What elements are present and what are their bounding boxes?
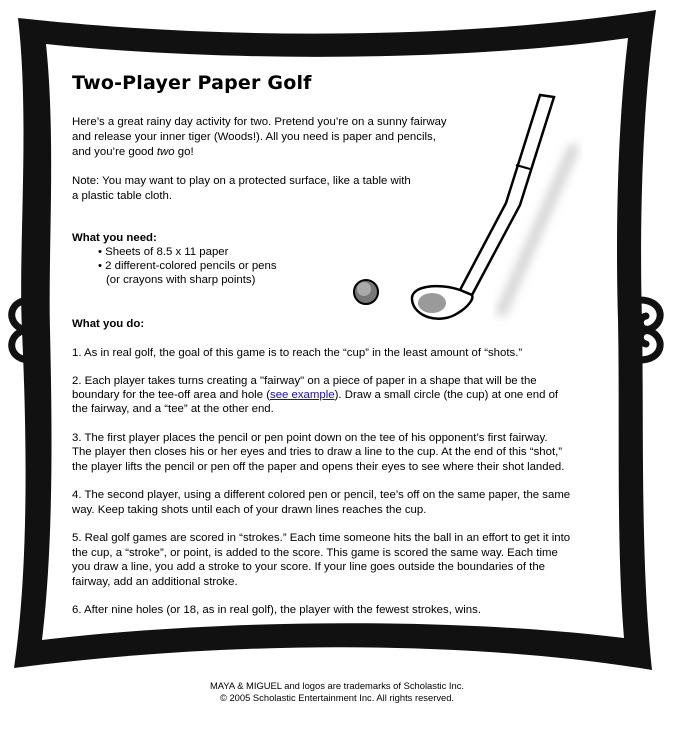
need-item-2b: (or crayons with sharp points) [106, 274, 256, 286]
intro-line-3-pre: and you’re good [72, 146, 157, 158]
need-item-1: • Sheets of 8.5 x 11 paper [98, 246, 229, 258]
need-item-2: • 2 different-colored pencils or pens [98, 260, 277, 272]
step-2-line-3: the fairway, and a “tee” at the other end. [72, 403, 274, 415]
see-example-link[interactable]: see example [270, 389, 335, 401]
step-2-line-2-pre: boundary for the tee-off area and hole ( [72, 389, 270, 401]
footer-copyright: © 2005 Scholastic Entertainment Inc. All rights reserved. [219, 692, 455, 703]
step-5-line-3: you draw a line, you add a stroke to your score. If your line goes outside the boundaries of the [72, 561, 545, 573]
step-3-line-1: 3. The first player places the pencil or pen point down on the tee of his opponent’s first fairway. [72, 432, 548, 444]
golf-ball-highlight [357, 282, 371, 296]
note-line-2: a plastic table cloth. [72, 190, 173, 202]
step-5-line-4: fairway, add an additional stroke. [72, 576, 238, 588]
intro-line-2: and release your inner tiger (Woods!). All you need is paper and pencils, [72, 131, 436, 143]
intro-line-3 [72, 145, 194, 160]
step-2-line-1: 2. Each player takes turns creating a "fairway" on a piece of paper in a shape that will be the [72, 375, 537, 387]
intro-line-3-em: two [156, 146, 175, 158]
page-title: Two-Player Paper Golf [72, 72, 312, 94]
step-3-line-2: The player then closes his or her eyes and tries to draw a line to the cup. At the end of this “shot,” [72, 446, 563, 458]
step-4-line-2: way. Keep taking shots until each of your drawn lines reaches the cup. [72, 504, 427, 516]
note-line-1: Note: You may want to play on a protected surface, like a table with [72, 175, 411, 187]
club-shadow [500, 145, 575, 315]
club-shaft [460, 95, 554, 295]
step-3-line-3: the player lifts the pencil or pen off the paper and opens their eyes to see where their shot landed. [72, 461, 565, 473]
need-heading: What you need: [72, 232, 157, 244]
intro-line-3-post: go! [174, 146, 194, 158]
intro-line-1: Here’s a great rainy day activity for two. Pretend you’re on a sunny fairway [72, 116, 447, 128]
step-6: 6. After nine holes (or 18, as in real golf), the player with the fewest strokes, wins. [72, 604, 481, 616]
right-curl-ornament [640, 300, 660, 360]
step-1: 1. As in real golf, the goal of this game is to reach the “cup” in the least amount of “shots.” [72, 347, 523, 359]
step-4-line-1: 4. The second player, using a different colored pen or pencil, tee’s off on the same paper, the same [72, 489, 571, 501]
club-face [418, 293, 446, 313]
footer-trademark: MAYA & MIGUEL and logos are trademarks of Scholastic Inc. [209, 680, 465, 691]
step-5-line-1: 5. Real golf games are scored in “strokes.” Each time someone hits the ball in an effort to get it into [72, 532, 571, 544]
do-heading: What you do: [72, 318, 145, 330]
step-5-line-2: the cup, a “stroke”, or point, is added to the score. This game is scored the same way. Each time [72, 547, 558, 559]
step-2-line-2 [72, 388, 558, 403]
step-2-line-2-post: ). Draw a small circle (the cup) at one end of [334, 389, 559, 401]
